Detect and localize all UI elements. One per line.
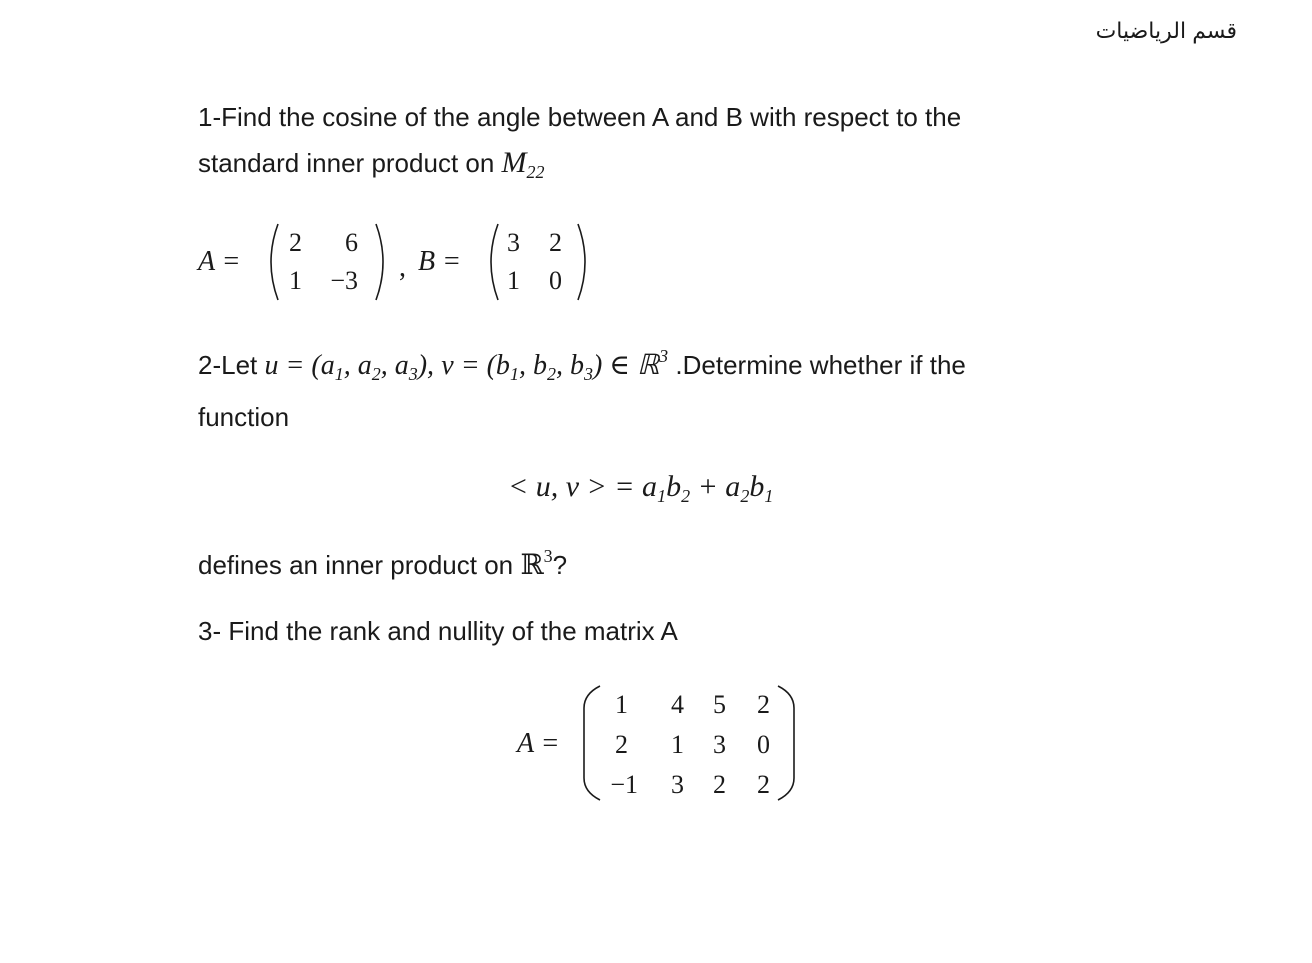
q3-cell: 3	[713, 730, 726, 759]
q1-line2	[198, 146, 545, 180]
q2-suffix: .Determine whether if the	[675, 350, 966, 380]
matB-cell: 1	[507, 266, 520, 295]
q1-matA-right-paren	[372, 222, 392, 302]
q1-matB-left-paren	[482, 222, 502, 302]
q2-prefix: 2-Let	[198, 350, 258, 380]
q2-formula: < u, v > = $a_1b_2 + a_2b_1$	[508, 470, 774, 506]
q1-matA-left-paren	[262, 222, 282, 302]
q3-cell: 4	[671, 690, 684, 719]
matB-cell: 2	[549, 228, 562, 257]
q1-matA	[280, 228, 380, 298]
q3-cell: 2	[757, 690, 770, 719]
matA-cell: 1	[289, 266, 302, 295]
q1-matB-label: B =	[418, 246, 461, 277]
q1-separator: ,	[399, 252, 406, 283]
q1-matA-label: A =	[198, 246, 241, 277]
q3-cell: 5	[713, 690, 726, 719]
q3-cell: 1	[671, 730, 684, 759]
q3-title: 3- Find the rank and nullity of the matrix A	[198, 616, 678, 646]
q3-matrix	[598, 690, 778, 802]
q1-line1: 1-Find the cosine of the angle between A and B with respect to the	[198, 102, 962, 132]
department-label: قسم الرياضيات	[1095, 18, 1237, 43]
q3-cell: 1	[615, 690, 628, 719]
q1-matB-right-paren	[574, 222, 594, 302]
matA-cell: 2	[289, 228, 302, 257]
q2-vector-v: $v = (b_1$, $b_2$, $b_3$) ∈ ℝ$^3$	[441, 346, 669, 384]
matB-cell: 0	[549, 266, 562, 295]
q1-space-symbol: $M_{22}$	[501, 146, 545, 182]
matA-cell: 6	[345, 228, 358, 257]
q2-line1	[198, 348, 966, 382]
matA-cell: −3	[330, 266, 358, 295]
real-numbers-symbol: ℝ$^3$	[520, 546, 553, 581]
matB-cell: 3	[507, 228, 520, 257]
q2-line3: defines an inner product on ℝ$^3$?	[198, 546, 568, 581]
q3-matrix-right-paren	[774, 684, 796, 802]
q3-matrix-label: A =	[517, 728, 560, 759]
q3-cell: −1	[610, 770, 638, 799]
q3-cell: 2	[615, 730, 628, 759]
q3-cell: 3	[671, 770, 684, 799]
q1-matB	[500, 228, 580, 298]
q3-cell: 2	[713, 770, 726, 799]
q2-vector-u: $u = (a_1$, $a_2$, $a_3$),	[264, 350, 435, 384]
q3-cell: 2	[757, 770, 770, 799]
q1-line2-text: standard inner product on	[198, 148, 495, 178]
q2-line2: function	[198, 402, 290, 432]
q3-cell: 0	[757, 730, 770, 759]
